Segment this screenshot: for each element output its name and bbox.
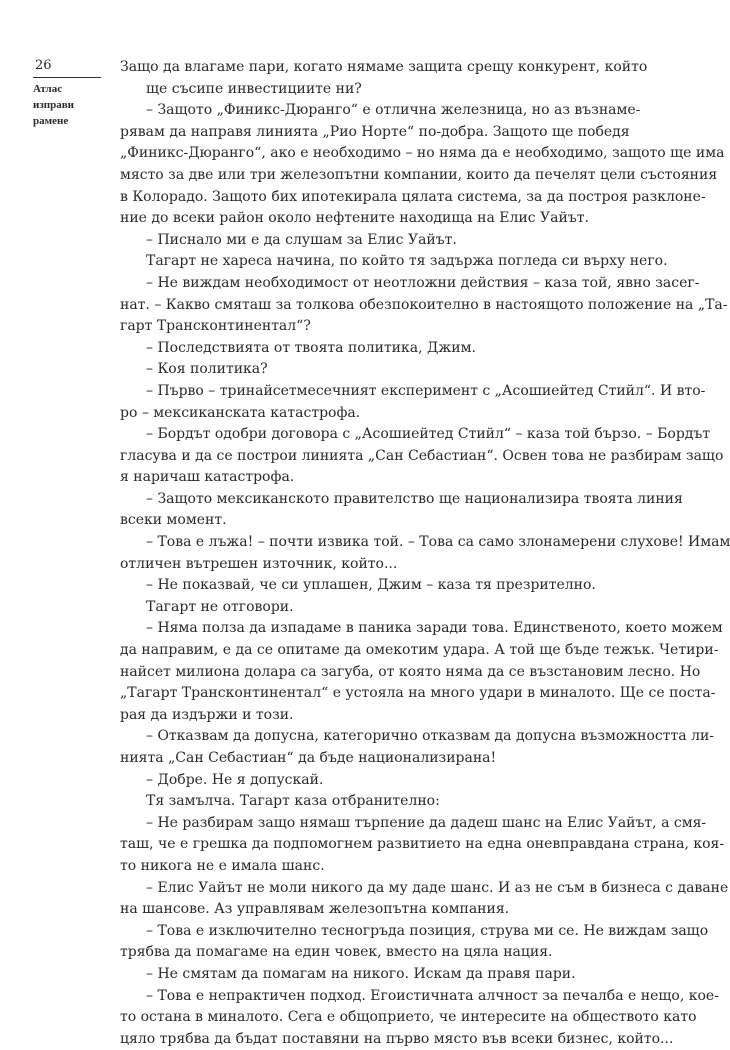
text-line: – Не разбирам защо нямаш търпение да дадеш шанс на Елис Уайът, а смя- (146, 814, 707, 831)
text-line: ние до всеки район около нефтените находища на Елис Уайът. (120, 210, 589, 227)
text-line: отличен вътрешен източник, който... (120, 555, 398, 572)
text-line: на шансове. Аз управлявам железопътна компания. (120, 901, 510, 918)
text-line: то никога не е имала шанс. (120, 857, 325, 874)
text-line: – Това е непрактичен подход. Егоистичната алчност за печалба е нещо, кое- (146, 987, 719, 1004)
page-number: 26 (35, 58, 52, 73)
page-margin (33, 58, 103, 129)
text-line: цяло трябва да бъдат поставяни на първо място във всеки бизнес, който... (120, 1030, 674, 1047)
text-line: Защо да влагаме пари, когато нямаме защита срещу конкурент, който (120, 59, 648, 75)
text-line: място за две или три железопътни компании, които да печелят цели състояния (120, 166, 718, 183)
text-line: – Не показвай, че си уплашен, Джим – каза тя презрително. (146, 577, 596, 594)
header-rule (33, 77, 101, 78)
running-head-line-1: Атлас изправи (33, 83, 74, 111)
text-line: да направим, е да се опитаме да омекотим удара. А той ще бъде тежък. Четири- (120, 642, 719, 659)
text-line: – Коя политика? (146, 361, 268, 378)
text-line: – Това е изключително тесногръда позиция, струва ми се. Не виждам защо (146, 922, 709, 939)
text-line: – Писнало ми е да слушам за Елис Уайът. (146, 231, 457, 248)
text-line: – Това е лъжа! – почти извика той. – Това са само злонамерени слухове! Имам (146, 534, 730, 551)
text-line: – Елис Уайът не моли никого да му даде шанс. И аз не съм в бизнеса с даване (146, 879, 729, 896)
text-line: Тя замълча. Тагарт каза отбранително: (146, 793, 440, 810)
text-line: в Колорадо. Защото бих ипотекирала цялата система, за да построя разклоне- (120, 188, 706, 205)
text-line: „Финикс-Дюранго“, ако е необходимо – но няма да е необходимо, защото ще има (120, 145, 725, 162)
text-line: то остана в миналото. Сега е общоприето, че интересите на обществото като (120, 1009, 697, 1026)
text-line: „Тагарт Трансконтинентал“ е устояла на много удари в миналото. Ще се поста- (120, 685, 716, 702)
text-line: – Защото мексиканското правителство ще национализира твоята линия (146, 490, 683, 507)
text-line: всеки момент. (120, 512, 227, 529)
text-line: ро – мексиканската катастрофа. (120, 404, 361, 421)
text-line: рая да издържи и този. (120, 706, 294, 723)
text-line: рявам да направя линията „Рио Норте“ по-добра. Защото ще победя (120, 123, 630, 140)
text-line: найсет милиона долара са загуба, от която няма да се възстановим лесно. Но (120, 663, 701, 680)
text-line: – Отказвам да допусна, категорично отказвам да допусна възможността ли- (146, 728, 715, 745)
text-line: Тагарт не хареса начина, по който тя задържа погледа си върху него. (146, 253, 668, 270)
text-line: я наричаш катастрофа. (120, 469, 295, 486)
text-line: нат. – Какво смяташ за толкова обезпокоително в настоящото положение на „Та- (120, 296, 728, 313)
text-line: таш, че е грешка да подпомогнем развитието на една оневправдана страна, коя- (120, 836, 725, 853)
text-line: – Не виждам необходимост от неотложни действия – каза той, явно засег- (146, 274, 700, 291)
text-line: гарт Трансконтинентал“? (120, 318, 311, 335)
text-line: – Бордът одобри договора с „Асошиейтед Стийл“ – каза той бързо. – Бордът (146, 426, 711, 443)
text-line: – Защото „Финикс-Дюранго“ е отлична железница, но аз възнаме- (146, 102, 641, 119)
text-line: Тагарт не отговори. (146, 598, 294, 615)
text-line: – Добре. Не я допускай. (146, 771, 324, 788)
page-body-text (120, 57, 730, 1050)
text-line: – Не смятам да помагам на никого. Искам да правя пари. (146, 965, 576, 982)
text-line: ще съсипе инвестициите ни? (146, 80, 362, 97)
text-line: – Първо – тринайсетмесечният експеримент с „Асошиейтед Стийл“. И вто- (146, 382, 706, 399)
running-head-line-2: рамене (33, 115, 69, 127)
text-line: нията „Сан Себастиан“ да бъде национализирана! (120, 750, 497, 766)
text-line: трябва да помагаме на един човек, вместо на цяла нация. (120, 944, 553, 961)
text-line: – Няма полза да изпадаме в паника заради това. Единственото, което можем (146, 620, 723, 637)
text-line: гласува и да се построи линията „Сан Себастиан“. Освен това не разбирам защо (120, 447, 724, 464)
text-line: – Последствията от твоята политика, Джим. (146, 339, 476, 356)
